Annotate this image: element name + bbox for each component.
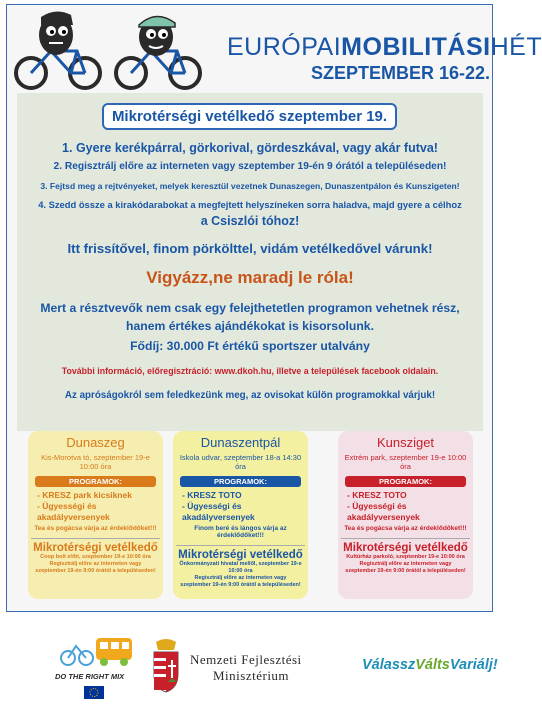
card-program-item: - KRESZ TOTO	[182, 490, 242, 500]
card-contest-title: Mikrotérségi vetélkedő	[341, 538, 470, 554]
card-program-item: - Ügyességi és akadályversenyek	[347, 501, 420, 522]
event-title: EURÓPAIMOBILITÁSIHÉT	[227, 33, 542, 61]
step-1: 1. Gyere kerékpárral, görkorival, gördeszkával, vagy akár futva!	[62, 141, 438, 155]
card-contest-title: Mikrotérségi vetélkedő	[31, 538, 160, 554]
card-town: Kunsziget	[376, 435, 435, 450]
card-contest-info: szeptember 19-én 9:00 órától a településeden!	[345, 568, 466, 574]
reason-line-1: Mert a résztvevők nem csak egy felejthetetlen programon vehetnek rész,	[40, 301, 460, 315]
card-snack: Tea és pogácsa várja az érdeklődőket!!!	[344, 525, 467, 532]
card-program-item: - KRESZ TOTO	[347, 490, 407, 500]
card-snack: Tea és pogácsa várja az érdeklődőket!!!	[34, 525, 157, 532]
card-contest-title: Mikrotérségi vetélkedő	[176, 545, 305, 561]
step-3: 3. Fejtsd meg a rejtvényeket, melyek keresztül vezetnek Dunaszegen, Dunaszentpálon és Kunszigeten!	[40, 181, 460, 191]
card-program-item: - Ügyességi és akadályversenyek	[182, 501, 255, 522]
warning-text: Vigyázz,ne maradj le róla!	[146, 268, 354, 287]
location-cards	[28, 431, 473, 609]
card-contest-info: Regisztrálj előre az interneten vagy	[49, 561, 142, 567]
location-card-kunsziget	[338, 431, 473, 599]
card-contest-info: Coop bolt előtt, szeptember 19-e 10:00 óra	[40, 554, 151, 560]
reason-line-2: hanem értékes ajándékokat is kisorsolunk.	[126, 319, 374, 333]
drm-logo-text: DO THE RIGHT MIX	[55, 672, 125, 681]
step-2: 2. Regisztrálj előre az interneten vagy szeptember 19-én 9 órától a településeden!	[53, 161, 447, 172]
card-program-item: - Ügyességi és akadályversenyek	[37, 501, 110, 522]
ministry-name-line-2: Minisztérium	[213, 668, 290, 683]
location-card-dunaszentpal	[173, 431, 308, 599]
cyclist-mascot-right	[111, 7, 207, 93]
event-date: SZEPTEMBER 16-22.	[311, 63, 491, 83]
card-contest-info: Kultúrház parkoló, szeptember 19-e 10:00 óra	[346, 554, 465, 560]
card-town: Dunaszentpál	[200, 435, 281, 450]
card-contest-info: Regisztrálj előre az interneten vagy	[359, 561, 452, 567]
do-the-right-mix-logo	[58, 632, 136, 670]
eu-flag-icon	[84, 686, 104, 699]
welcome-text: Itt frissítővel, finom pörkölttel, vidám vetélkedővel várunk!	[67, 241, 433, 256]
card-program-label: PROGRAMOK:	[180, 476, 301, 487]
card-program-label: PROGRAMOK:	[345, 476, 466, 487]
campaign-slogan: VálasszVáltsVariálj!	[362, 657, 498, 673]
card-snack: Finom beré és lángos várja az érdeklődőket!!!	[194, 525, 287, 539]
ministry-name-line-1: Nemzeti Fejlesztési	[190, 652, 302, 667]
main-info-panel	[17, 93, 483, 431]
hungarian-coat-of-arms-icon	[150, 638, 182, 694]
location-card-dunaszeg	[28, 431, 163, 599]
card-program-item: - KRESZ park kicsiknek	[37, 490, 132, 500]
kids-program-text: Az apróságokról sem feledkezünk meg, az ovisokat külön programokkal várjuk!	[64, 390, 436, 401]
card-contest-info: szeptember 19-én 9:00 órától a településeden!	[180, 582, 301, 588]
step-4-continued: a Csiszlói tóhoz!	[200, 214, 300, 228]
contest-banner: Mikrotérségi vetélkedő szeptember 19.	[102, 103, 397, 130]
card-contest-info: Önkormányzati hivatal mellől, szeptember 19-e 10:00 óra	[179, 561, 302, 574]
card-location: Kis-Morotva tó, szeptember 19-e 10:00 óra	[41, 453, 150, 471]
card-location: Extrém park, szeptember 19-e 10:00 óra	[344, 453, 467, 471]
card-town: Dunaszeg	[66, 435, 125, 450]
card-location: Iskola udvar, szeptember 18-a 14:30 óra	[179, 453, 302, 471]
step-4: 4. Szedd össze a kirakódarabokat a megfejtett helyszíneken sorra haladva, majd gyere a célhoz	[38, 199, 462, 210]
card-contest-info: Regisztrálj előre az interneten vagy	[194, 575, 287, 581]
main-prize: Fődíj: 30.000 Ft értékű sportszer utalvány	[130, 339, 370, 353]
footer-logos	[0, 612, 499, 706]
more-info-text: További információ, előregisztráció: www.dkoh.hu, illetve a települések facebook oldalain.	[61, 366, 439, 376]
card-program-label: PROGRAMOK:	[35, 476, 156, 487]
card-contest-info: szeptember 19-én 9:00 órától a településeden!	[35, 568, 156, 574]
cyclist-mascot-left	[11, 7, 107, 93]
